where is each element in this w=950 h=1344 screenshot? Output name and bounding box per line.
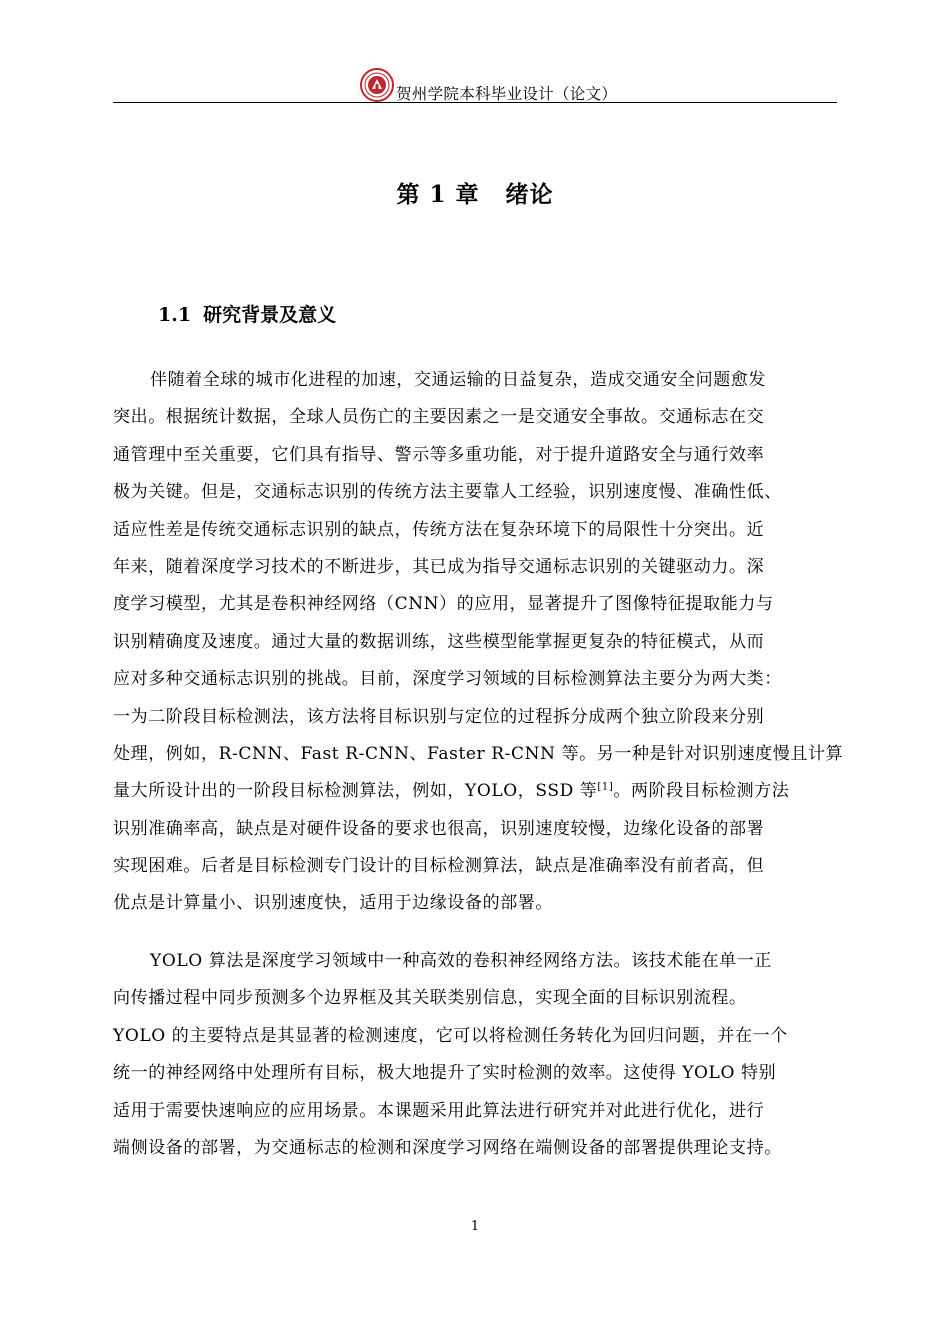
paragraph-line: 通管理中至关重要，它们具有指导、警示等多重功能，对于提升道路安全与通行效率	[113, 444, 765, 465]
paragraph-line: 应对多种交通标志识别的挑战。目前，深度学习领域的目标检测算法主要分为两大类：	[113, 669, 782, 690]
paragraph-line: 极为关键。但是，交通标志识别的传统方法主要靠人工经验，识别速度慢、准确性低、	[113, 482, 782, 503]
paragraph-line: YOLO 算法是深度学习领域中一种高效的卷积神经网络方法。该技术能在单一正	[150, 951, 772, 971]
paragraph-line: 适应性差是传统交通标志识别的缺点，传统方法在复杂环境下的局限性十分突出。近	[113, 519, 765, 540]
header-title: 贺州学院本科毕业设计（论文）	[396, 85, 618, 103]
chapter-title	[0, 176, 950, 209]
paragraph-background	[113, 362, 844, 923]
page-number: 1	[470, 1219, 480, 1234]
paragraph-line: 伴随着全球的城市化进程的加速，交通运输的日益复杂，造成交通安全问题愈发	[150, 370, 766, 390]
page-header	[113, 68, 837, 103]
paragraph-line: 识别准确率高，缺点是对硬件设备的要求也很高，识别速度较慢，边缘化设备的部署	[113, 818, 765, 839]
chapter-number: 第 1 章	[396, 181, 480, 208]
paragraph-line: 处理，例如，R-CNN、Fast R-CNN、Faster R-CNN 等。另一种是针对识别速度慢且计算	[113, 743, 844, 764]
university-seal-icon	[360, 68, 394, 102]
paragraph-line: 识别精确度及速度。通过大量的数据训练，这些模型能掌握更复杂的特征模式，从而	[113, 631, 765, 652]
paragraph-line: 向传播过程中同步预测多个边界框及其关联类别信息，实现全面的目标识别流程。	[113, 988, 747, 1009]
paragraph-line: 度学习模型，尤其是卷积神经网络（CNN）的应用，显著提升了图像特征提取能力与	[113, 594, 774, 615]
section-number: 1.1	[158, 304, 192, 326]
paragraph-line: YOLO 的主要特点是其显著的检测速度，它可以将检测任务转化为回归问题，并在一个	[113, 1025, 788, 1046]
paragraph-line: 统一的神经网络中处理所有目标，极大地提升了实时检测的效率。这使得 YOLO 特别	[113, 1063, 777, 1084]
paragraph-line: 端侧设备的部署，为交通标志的检测和深度学习网络在端侧设备的部署提供理论支持。	[113, 1137, 782, 1158]
citation-marker[interactable]: [1]	[597, 781, 614, 793]
paragraph-yolo	[113, 943, 837, 1167]
paragraph-line: 优点是计算量小、识别速度快，适用于边缘设备的部署。	[113, 893, 553, 914]
paragraph-line: 年来，随着深度学习技术的不断进步，其已成为指导交通标志识别的关键驱动力。深	[113, 556, 765, 577]
paragraph-line: 实现困难。后者是目标检测专门设计的目标检测算法，缺点是准确率没有前者高，但	[113, 856, 765, 877]
paragraph-line: 突出。根据统计数据，全球人员伤亡的主要因素之一是交通安全事故。交通标志在交	[113, 407, 765, 428]
paragraph-line: 适用于需要快速响应的应用场景。本课题采用此算法进行研究并对此进行优化，进行	[113, 1100, 765, 1121]
paragraph-line-with-citation: 量大所设计出的一阶段目标检测算法，例如，YOLO，SSD 等[1]。两阶段目标检测方法	[113, 781, 790, 802]
paragraph-line: 一为二阶段目标检测法，该方法将目标识别与定位的过程拆分成两个独立阶段来分别	[113, 706, 765, 727]
chapter-name: 绪论	[505, 181, 554, 208]
section-name: 研究背景及意义	[203, 304, 337, 326]
section-title	[158, 300, 336, 327]
